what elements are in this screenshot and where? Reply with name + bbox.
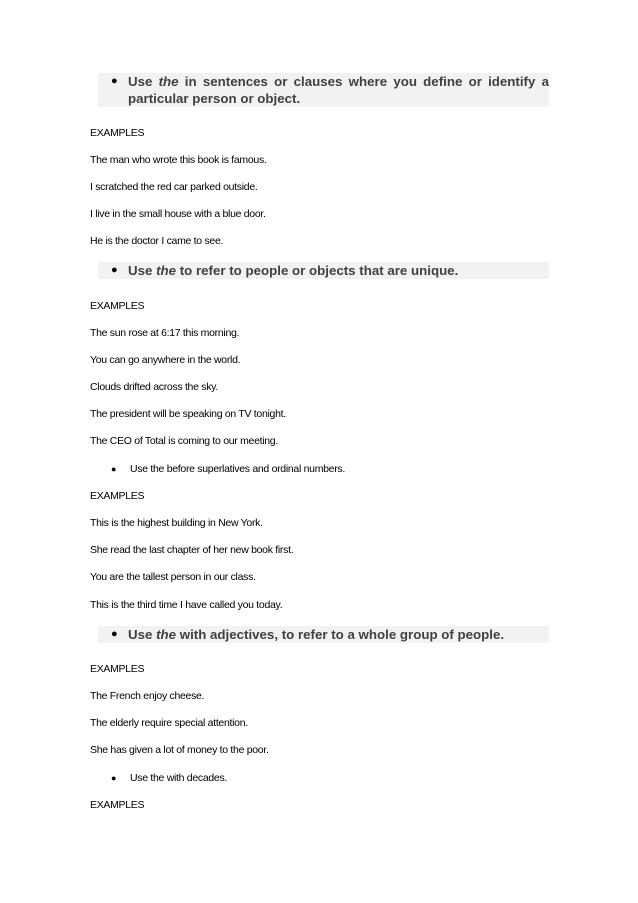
examples-label: EXAMPLES xyxy=(90,663,145,675)
example-line: You are the tallest person in our class. xyxy=(90,571,256,583)
heading-text: Use the to refer to people or objects that are unique. xyxy=(128,263,459,278)
bullet-heading-4 xyxy=(98,626,549,643)
bullet-text: Use the with decades. xyxy=(130,772,228,784)
example-line: The man who wrote this book is famous. xyxy=(90,154,267,166)
examples-label: EXAMPLES xyxy=(90,300,145,312)
heading-text: Use the with adjectives, to refer to a whole group of people. xyxy=(128,627,505,642)
bullet-heading-2 xyxy=(98,262,549,279)
example-line: She has given a lot of money to the poor. xyxy=(90,744,269,756)
examples-label: EXAMPLES xyxy=(90,127,145,139)
examples-label: EXAMPLES xyxy=(90,799,145,811)
example-line: She read the last chapter of her new book first. xyxy=(90,544,294,556)
example-line: He is the doctor I came to see. xyxy=(90,235,224,247)
example-line: I scratched the red car parked outside. xyxy=(90,181,258,193)
bullet-dot-icon: ● xyxy=(111,464,117,474)
bullet-item-3 xyxy=(98,462,345,476)
bullet-dot-icon: ● xyxy=(111,628,118,640)
examples-label: EXAMPLES xyxy=(90,490,145,502)
example-line: You can go anywhere in the world. xyxy=(90,354,241,366)
example-line: The sun rose at 6:17 this morning. xyxy=(90,327,240,339)
bullet-item-5 xyxy=(98,771,227,785)
bullet-dot-icon: ● xyxy=(111,773,117,783)
bullet-dot-icon: ● xyxy=(111,264,118,276)
example-line: Clouds drifted across the sky. xyxy=(90,381,218,393)
example-line: The CEO of Total is coming to our meeting. xyxy=(90,435,278,447)
example-line: This is the highest building in New York. xyxy=(90,517,263,529)
example-line: The elderly require special attention. xyxy=(90,717,248,729)
bullet-dot-icon: ● xyxy=(111,75,118,87)
example-line: The president will be speaking on TV tonight. xyxy=(90,408,286,420)
heading-text: Use the in sentences or clauses where you define or identify a particular person or object. xyxy=(128,74,549,106)
example-line: The French enjoy cheese. xyxy=(90,690,205,702)
bullet-text: Use the before superlatives and ordinal numbers. xyxy=(130,463,345,475)
example-line: This is the third time I have called you today. xyxy=(90,599,283,611)
bullet-heading-1 xyxy=(98,73,549,107)
example-line: I live in the small house with a blue door. xyxy=(90,208,266,220)
